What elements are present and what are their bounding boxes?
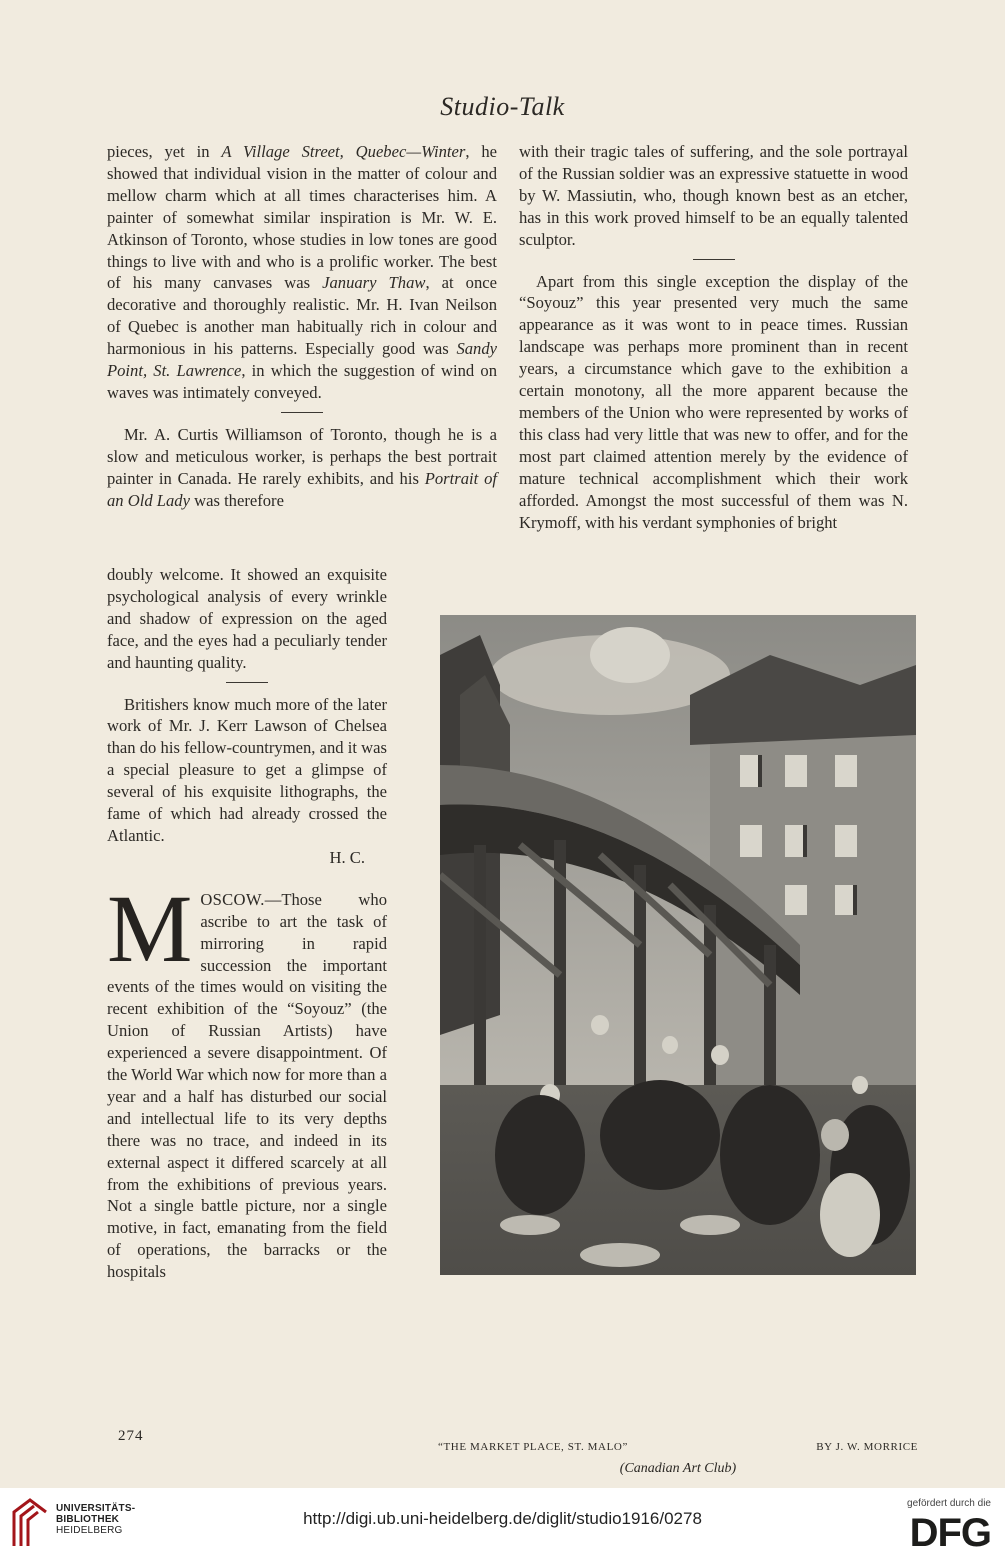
digital-copy-url[interactable]: http://digi.ub.uni-heidelberg.de/diglit/studio1916/0278 [303,1509,702,1528]
footer-bar [0,1488,1005,1561]
caption-credit: (Canadian Art Club) [619,1461,737,1476]
moscow-section [107,874,387,1283]
paragraph-kerr-lawson: Britishers know much more of the later work of Mr. J. Kerr Lawson of Chelsea than do his fellow-countrymen, and it was a special pleasure to get a glimpse of several of his exquisite lithographs, the fame of which had already crossed the Atlantic. [107,694,387,845]
library-name-line3: HEIDELBERG [56,1525,123,1536]
signature-line [107,847,387,869]
italic-title: Sandy Point, St. Lawrence [107,339,497,381]
text-run: was therefore [189,490,284,510]
dfg-logo: DFG [909,1511,991,1555]
section-rule [226,682,268,683]
library-name-line1: UNIVERSITÄTS- [56,1503,136,1514]
text-run: Mr. A. Curtis Williamson of Toronto, though he is a slow and meticulous worker, is perhaps the best portrait painter in Canada. He rarely exhibits, and his [107,424,497,488]
text-run: pieces, yet in [107,142,222,161]
market-place-painting [440,615,916,1275]
drop-cap-lead: OSCOW. [200,889,265,909]
left-column-upper [107,141,497,512]
author-signature: H. C. [329,847,365,867]
library-name-line2: BIBLIOTHEK [56,1514,120,1525]
painting-image [440,615,916,1275]
paragraph-massiutin: with their tragic tales of suffering, and the sole portrayal of the Russian soldier was an expressive statuette in wood by W. Massiutin, who, though known best as an etcher, has in this work proved himself to be an equally talented sculptor. [519,142,908,249]
italic-title: A Village Street, Quebec—Winter [221,142,466,161]
section-rule [693,259,735,260]
text-run: , at once decorative and thoroughly realistic. Mr. H. Ivan Neilson of Quebec is another man habitually rich in colour and harmonious in his patterns. Especially good was [107,273,497,359]
funder-label: gefördert durch die [907,1498,991,1509]
paragraph-williamson-continued: doubly welcome. It showed an exquisite psychological analysis of every wrinkle and shadow of expression on the aged face, and the eyes had a peculiarly tender and haunting quality. [107,565,387,672]
paragraph-quebec-painters [107,141,497,404]
caption-title: “THE MARKET PLACE, ST. MALO” [438,1441,628,1453]
figure-caption [438,1441,918,1453]
paragraph-moscow-text: —Those who ascribe to art the task of mirroring in rapid succession the important events of the times would on visiting the recent exhibition of the “Soyouz” (the Union of Russian Artists) have experienced a severe disappointment. Of the World War which now for more than a year and a half has disturbed our social and intellectual life to its very depths there was no trace, and indeed in its external aspect it differed scarcely at all from the exhibitions of previous years. Not a single battle picture, nor a single motive, in fact, emanating from the field of operations, the barracks or the hospitals [107,889,387,1282]
italic-title: Portrait of an Old Lady [107,468,497,510]
text-run: , he showed that individual vision in the matter of colour and mellow charm which at all times characterises him. A painter of somewhat similar inspiration is Mr. W. E. Atkinson of Toronto, whose studies in low tones are good things to live with and who is a prolific worker. The best of his many canvases was [107,142,498,293]
caption-artist: BY J. W. MORRICE [816,1441,918,1453]
paragraph-williamson [107,424,497,512]
right-column [519,141,908,533]
running-head: Studio-Talk [440,92,565,121]
italic-title: January Thaw [322,273,426,293]
text-run: , in which the suggestion of wind on waves was intimately conveyed. [107,361,497,402]
left-column-lower [107,564,387,1283]
drop-cap: M [107,874,193,982]
section-rule [281,412,323,413]
page-number: 274 [118,1428,144,1444]
paragraph-soyouz: Apart from this single exception the display of the “Soyouz” this year presented very much the same appearance as it was wont to in peace times. Russian landscape was perhaps more prominent than in recent years, a circumstance which gave to the exhibition a certain monotony, all the more apparent because the members of the Union who were represented by works of this class had very little that was new to offer, and for the most part claimed attention merely by the evidence of mature technical accomplishment which their work afforded. Amongst the most successful of them was N. Krymoff, with his verdant symphonies of bright [519,271,908,532]
